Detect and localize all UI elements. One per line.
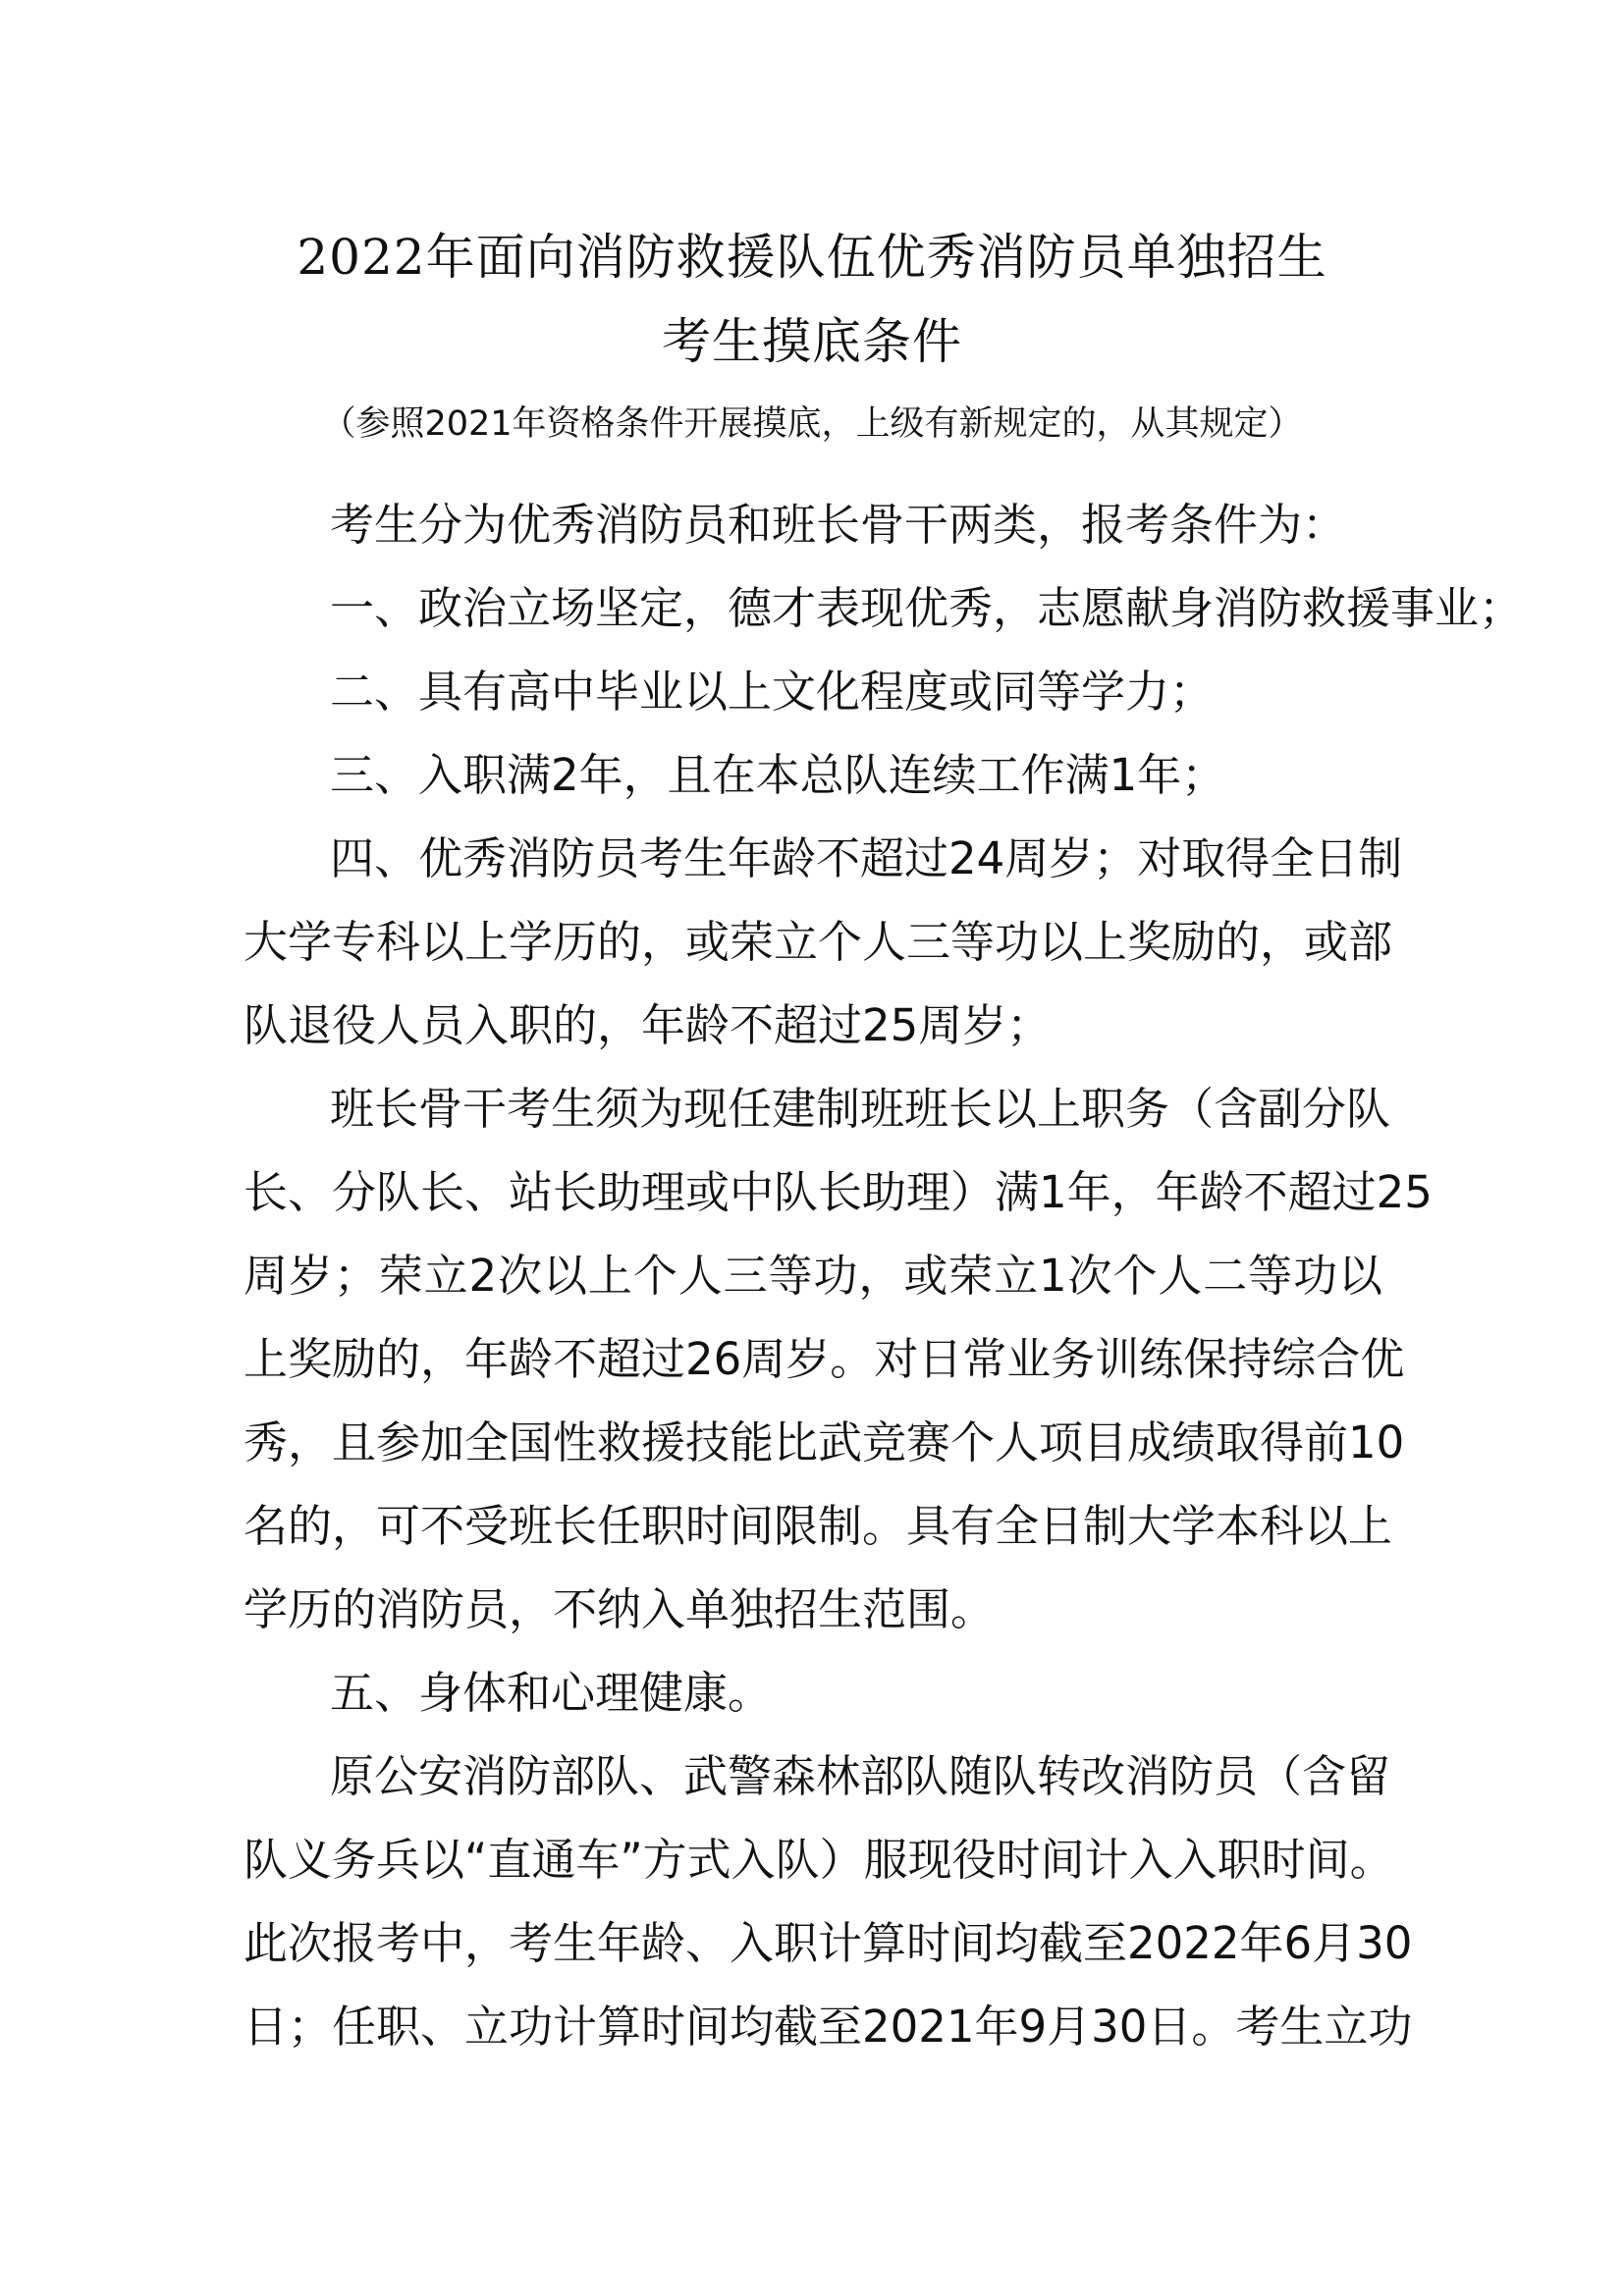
condition-3: 三、入职满2年，且在本总队连续工作满1年； <box>330 749 1226 801</box>
squad-leader-line-6: 名的，可不受班长任职时间限制。具有全日制大学本科以上 <box>244 1500 1393 1552</box>
condition-1: 一、政治立场坚定，德才表现优秀，志愿献身消防救援事业； <box>330 582 1524 634</box>
condition-5: 五、身体和心理健康。 <box>330 1667 773 1719</box>
condition-2: 二、具有高中毕业以上文化程度或同等学力； <box>330 666 1215 718</box>
squad-leader-line-1: 班长骨干考生须为现任建制班班长以上职务（含副分队 <box>330 1083 1391 1135</box>
squad-leader-line-4: 上奖励的，年龄不超过26周岁。对日常业务训练保持综合优 <box>244 1333 1405 1385</box>
note-line-1: 原公安消防部队、武警森林部队随队转改消防员（含留 <box>330 1750 1391 1802</box>
document-subtitle: （参照2021年资格条件开展摸底，上级有新规定的，从其规定） <box>321 404 1303 444</box>
squad-leader-line-7: 学历的消防员，不纳入单独招生范围。 <box>244 1583 996 1635</box>
document-title-line-2: 考生摸底条件 <box>662 313 962 370</box>
document-title-line-1: 2022年面向消防救援队伍优秀消防员单独招生 <box>297 229 1327 286</box>
note-line-3: 此次报考中，考生年龄、入职计算时间均截至2022年6月30 <box>244 1917 1413 1969</box>
condition-4-line-2: 大学专科以上学历的，或荣立个人三等功以上奖励的，或部 <box>244 916 1393 968</box>
note-line-4: 日；任职、立功计算时间均截至2021年9月30日。考生立功 <box>244 2001 1413 2053</box>
intro-line: 考生分为优秀消防员和班长骨干两类，报考条件为： <box>330 499 1347 551</box>
squad-leader-line-3: 周岁；荣立2次以上个人三等功，或荣立1次个人二等功以 <box>244 1250 1382 1302</box>
note-line-2: 队义务兵以“直通车”方式入队）服现役时间计入入职时间。 <box>244 1834 1394 1886</box>
condition-4-line-3: 队退役人员入职的，年龄不超过25周岁； <box>244 999 1052 1051</box>
squad-leader-line-2: 长、分队长、站长助理或中队长助理）满1年，年龄不超过25 <box>244 1166 1433 1218</box>
squad-leader-line-5: 秀，且参加全国性救援技能比武竞赛个人项目成绩取得前10 <box>244 1416 1405 1468</box>
condition-4-line-1: 四、优秀消防员考生年龄不超过24周岁；对取得全日制 <box>330 832 1403 884</box>
